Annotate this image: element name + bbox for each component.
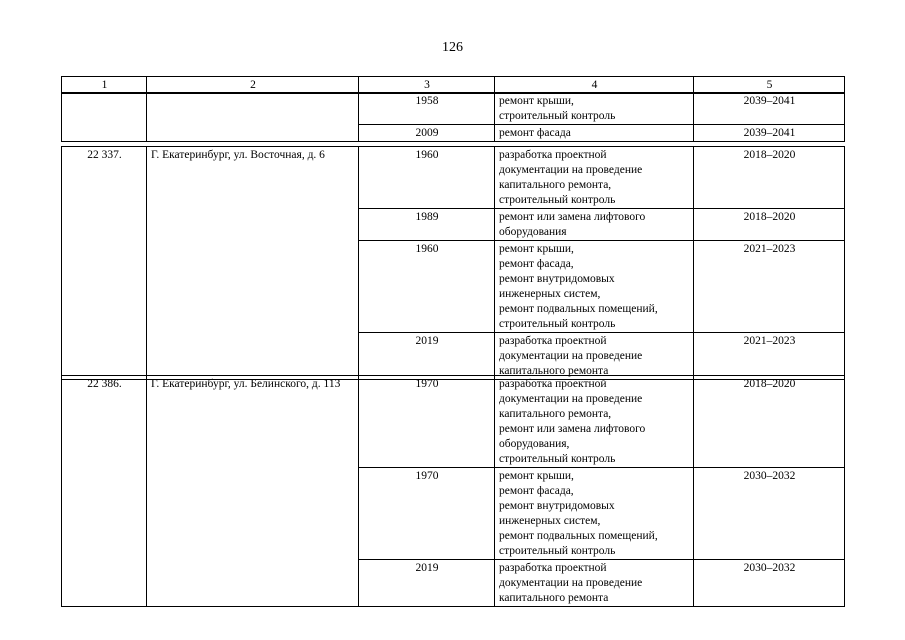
building-block-22337: [61, 146, 845, 380]
commission-year: 1958: [359, 93, 495, 125]
table-row: [62, 147, 845, 209]
building-number: 22 337.: [62, 147, 147, 380]
repair-works: ремонт крыши, ремонт фасада, ремонт внутридомовых инженерных систем, ремонт подвальных помещений, строительный контроль: [495, 468, 694, 560]
repair-period: 2021–2023: [694, 241, 845, 333]
building-address: Г. Екатеринбург, ул. Белинского, д. 113: [147, 376, 359, 607]
column-header-4: 4: [495, 77, 694, 94]
building-address: [147, 93, 359, 142]
commission-year: 1989: [359, 209, 495, 241]
repair-period: 2018–2020: [694, 376, 845, 468]
column-header-row: [62, 77, 845, 94]
repair-works: разработка проектной документации на проведение капитального ремонта: [495, 333, 694, 380]
table-row: [62, 93, 845, 125]
repair-works: ремонт крыши, строительный контроль: [495, 93, 694, 125]
column-header-3: 3: [359, 77, 495, 94]
page-number: 126: [442, 40, 463, 55]
building-block-22386: [61, 375, 845, 607]
commission-year: 1960: [359, 147, 495, 209]
repair-period: 2030–2032: [694, 560, 845, 607]
repair-works: ремонт фасада: [495, 125, 694, 142]
commission-year: 1960: [359, 241, 495, 333]
repair-period: 2021–2023: [694, 333, 845, 380]
building-block-continuation: [61, 92, 845, 142]
commission-year: 2019: [359, 333, 495, 380]
commission-year: 2009: [359, 125, 495, 142]
column-header-5: 5: [694, 77, 845, 94]
commission-year: 2019: [359, 560, 495, 607]
column-header-2: 2: [147, 77, 359, 94]
repair-works: разработка проектной документации на проведение капитального ремонта, строительный контроль: [495, 147, 694, 209]
commission-year: 1970: [359, 468, 495, 560]
building-number: 22 386.: [62, 376, 147, 607]
repair-works: ремонт или замена лифтового оборудования: [495, 209, 694, 241]
repair-period: 2018–2020: [694, 209, 845, 241]
repair-period: 2039–2041: [694, 125, 845, 142]
repair-works: ремонт крыши, ремонт фасада, ремонт внутридомовых инженерных систем, ремонт подвальных помещений, строительный контроль: [495, 241, 694, 333]
repair-works: разработка проектной документации на проведение капитального ремонта: [495, 560, 694, 607]
building-address: Г. Екатеринбург, ул. Восточная, д. 6: [147, 147, 359, 380]
column-header-1: 1: [62, 77, 147, 94]
building-number: [62, 93, 147, 142]
repair-works: разработка проектной документации на проведение капитального ремонта, ремонт или замена лифтового оборудования, строительный контроль: [495, 376, 694, 468]
table-row: [62, 376, 845, 468]
repair-period: 2018–2020: [694, 147, 845, 209]
commission-year: 1970: [359, 376, 495, 468]
repair-period: 2030–2032: [694, 468, 845, 560]
repair-period: 2039–2041: [694, 93, 845, 125]
